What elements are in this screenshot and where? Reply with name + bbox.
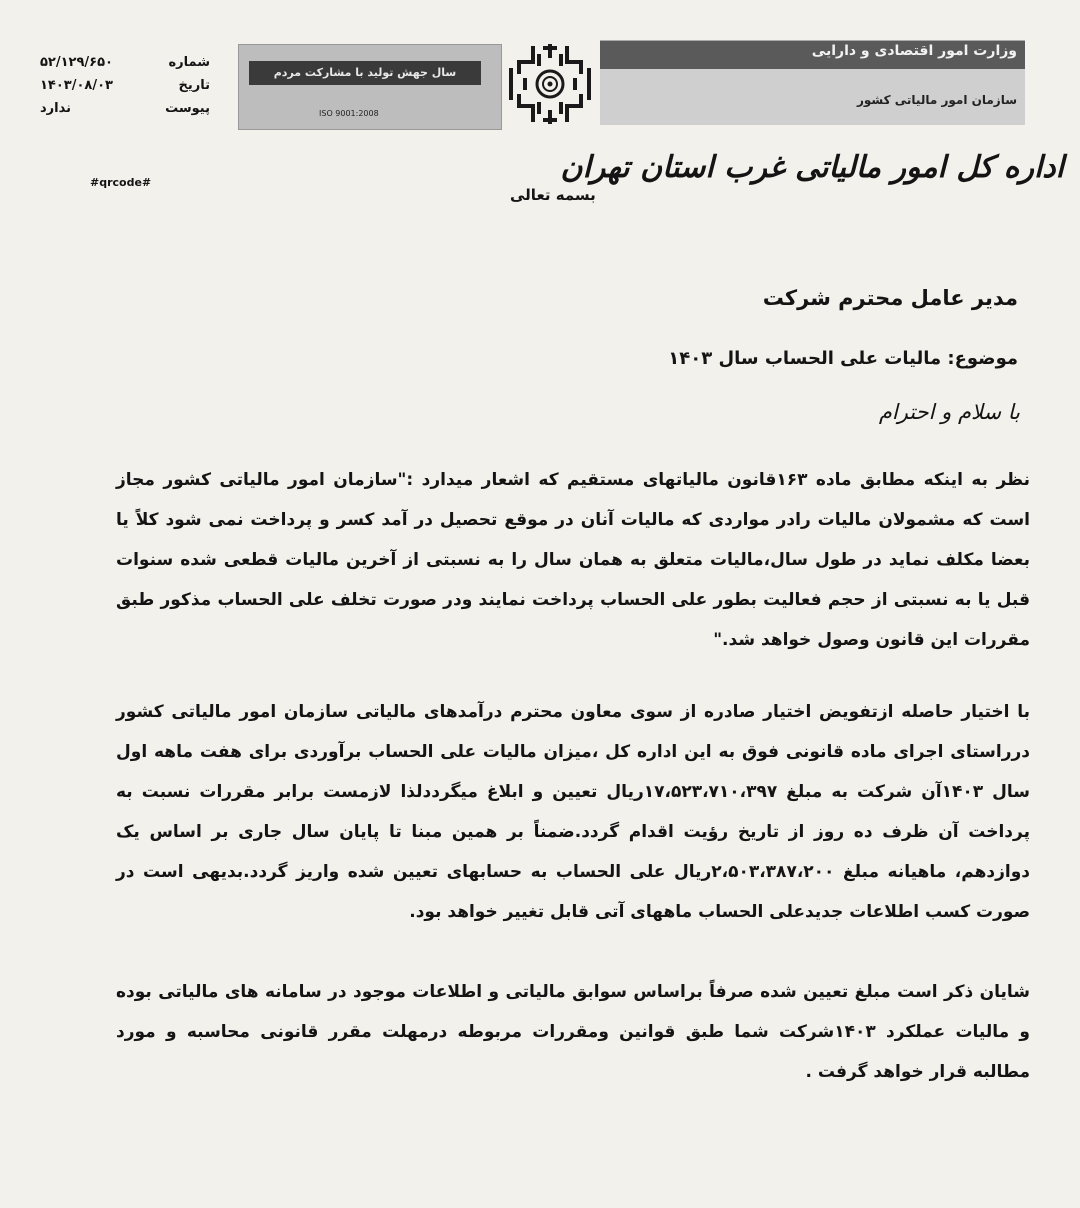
paragraph-3: شایان ذکر است مبلغ تعیین شده صرفاً براساس سوابق مالیاتی و اطلاعات موجود در سامانه های مالیاتی بوده و مالیات عملکرد ۱۴۰۳شرکت شما طبق قوانین ومقررات مربوطه درمهلت مقرر قانونی محاسبه و مورد مطالبه قرار خواهد گرفت . <box>116 982 1031 1082</box>
organization-small-name: سازمان امور مالیاتی کشور <box>856 93 1017 107</box>
paragraph-1: نظر به اینکه مطابق ماده ۱۶۳قانون مالیاتهای مستقیم که اشعار میدارد :"سازمان امور مالیاتی کشور مجاز است که مشمولان مالیات رادر مواردی که مالیات آنان در موقع تحصیل در آمد کسر و پرداخت نمی شود کلاً یا بعضا مکلف نماید در طول سال،مالیات متعلق به همان سال را به نسبتی از آخرین مالیات قطعی شده سنوات قبل یا به نسبتی از حجم فعالیت بطور علی الحساب پرداخت نمایند ودر صورت تخلف علی الحساب مذکور طبق مقررات این قانون وصول خواهد شد." <box>116 470 1030 650</box>
iso-text: ISO 9001:2008 <box>319 109 379 118</box>
number-value: ۵۲/۱۲۹/۶۵۰ <box>40 55 113 70</box>
date-value: ۱۴۰۳/۰۸/۰۳ <box>40 78 113 93</box>
date-row <box>40 75 210 98</box>
tax-organization-emblem-icon <box>503 38 597 130</box>
recipient: مدیر عامل محترم شرکت <box>762 286 1018 310</box>
basmala: بسمه تعالی <box>510 186 596 204</box>
attachment-value: ندارد <box>40 101 72 116</box>
greeting: با سلام و احترام <box>878 400 1020 424</box>
attachment-row <box>40 98 210 121</box>
qrcode-placeholder: #qrcode# <box>90 176 152 189</box>
ministry-name: وزارت امور اقتصادی و دارایی <box>811 43 1017 59</box>
ministry-banner <box>600 40 1025 125</box>
slogan-text: سال جهش تولید با مشارکت مردم <box>249 61 481 85</box>
number-row <box>40 52 210 75</box>
number-label: شماره <box>168 55 210 70</box>
attachment-label: پیوست <box>165 101 210 116</box>
organization-main-title: اداره کل امور مالیاتی غرب استان تهران <box>560 150 1064 185</box>
subject-line: موضوع: مالیات علی الحساب سال ۱۴۰۳ <box>668 348 1018 369</box>
slogan-banner <box>238 44 502 130</box>
date-label: تاریخ <box>178 78 210 93</box>
letter-metadata <box>40 52 210 121</box>
paragraph-2: با اختیار حاصله ازتفویض اختیار صادره از سوی معاون محترم درآمدهای مالیاتی سازمان امور مالیاتی کشور درراستای اجرای ماده قانونی فوق به این اداره کل ،میزان مالیات علی الحساب برآوردی برای هفت ماهه اول سال ۱۴۰۳آن شرکت به مبلغ ۱۷،۵۲۳،۷۱۰،۳۹۷ریال تعیین و ابلاغ میگرددلذا لازمست برابر مقررات نسبت به پرداخت آن ظرف ده روز از تاریخ رؤیت اقدام گردد.ضمناً بر همین مبنا تا پایان سال جاری بر اساس یک دوازدهم، ماهیانه مبلغ ۲،۵۰۳،۳۸۷،۲۰۰ریال علی الحساب به حسابهای تعیین شده واریز گردد.بدیهی است در صورت کسب اطلاعات جدیدعلی الحساب ماههای آتی قابل تغییر خواهد بود. <box>116 702 1030 922</box>
